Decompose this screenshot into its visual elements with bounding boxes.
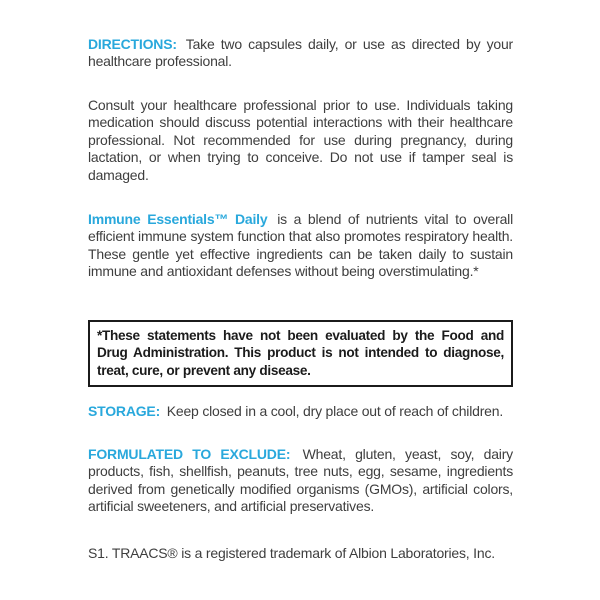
consult-section xyxy=(88,97,513,184)
fda-disclaimer-box xyxy=(88,320,513,387)
exclusions-heading: FORMULATED TO EXCLUDE: xyxy=(88,446,291,462)
consult-text: Consult your healthcare professional prior to use. Individuals taking medication should discuss potential interactions with their healthcare professional. Not recommended for use during pregnancy, during lactation, or when trying to conceive. Do not use if tamper seal is damaged. xyxy=(88,97,513,183)
directions-heading: DIRECTIONS: xyxy=(88,36,177,52)
directions-text: Take two capsules daily, or use as directed by your healthcare professional. xyxy=(88,36,514,70)
storage-heading: STORAGE: xyxy=(88,403,161,419)
fda-disclaimer-text: *These statements have not been evaluated by the Food and Drug Administration. This product is not intended to diagnose, treat, cure, or prevent any disease. xyxy=(97,328,504,378)
storage-section xyxy=(88,403,513,420)
trademark-footnote xyxy=(88,545,513,562)
product-name-heading: Immune Essentials™ Daily xyxy=(88,211,268,227)
product-description-section xyxy=(88,211,513,281)
exclusions-section xyxy=(88,446,513,516)
exclusions-text: Wheat, gluten, yeast, soy, dairy products, fish, shellfish, peanuts, tree nuts, egg, sesame, ingredients derived from genetically modified organisms (GMOs), artificial colors, artificial sweeteners, and artificial preservatives. xyxy=(88,446,513,515)
directions-section xyxy=(88,36,513,71)
trademark-footnote-text: S1. TRAACS® is a registered trademark of Albion Laboratories, Inc. xyxy=(88,545,495,561)
storage-text: Keep closed in a cool, dry place out of reach of children. xyxy=(166,403,504,419)
product-description-text: is a blend of nutrients vital to overall efficient immune system function that also promotes respiratory health. These gentle yet effective ingredients can be taken daily to sustain immune and antioxidant defenses without being overstimulating.* xyxy=(88,211,513,280)
